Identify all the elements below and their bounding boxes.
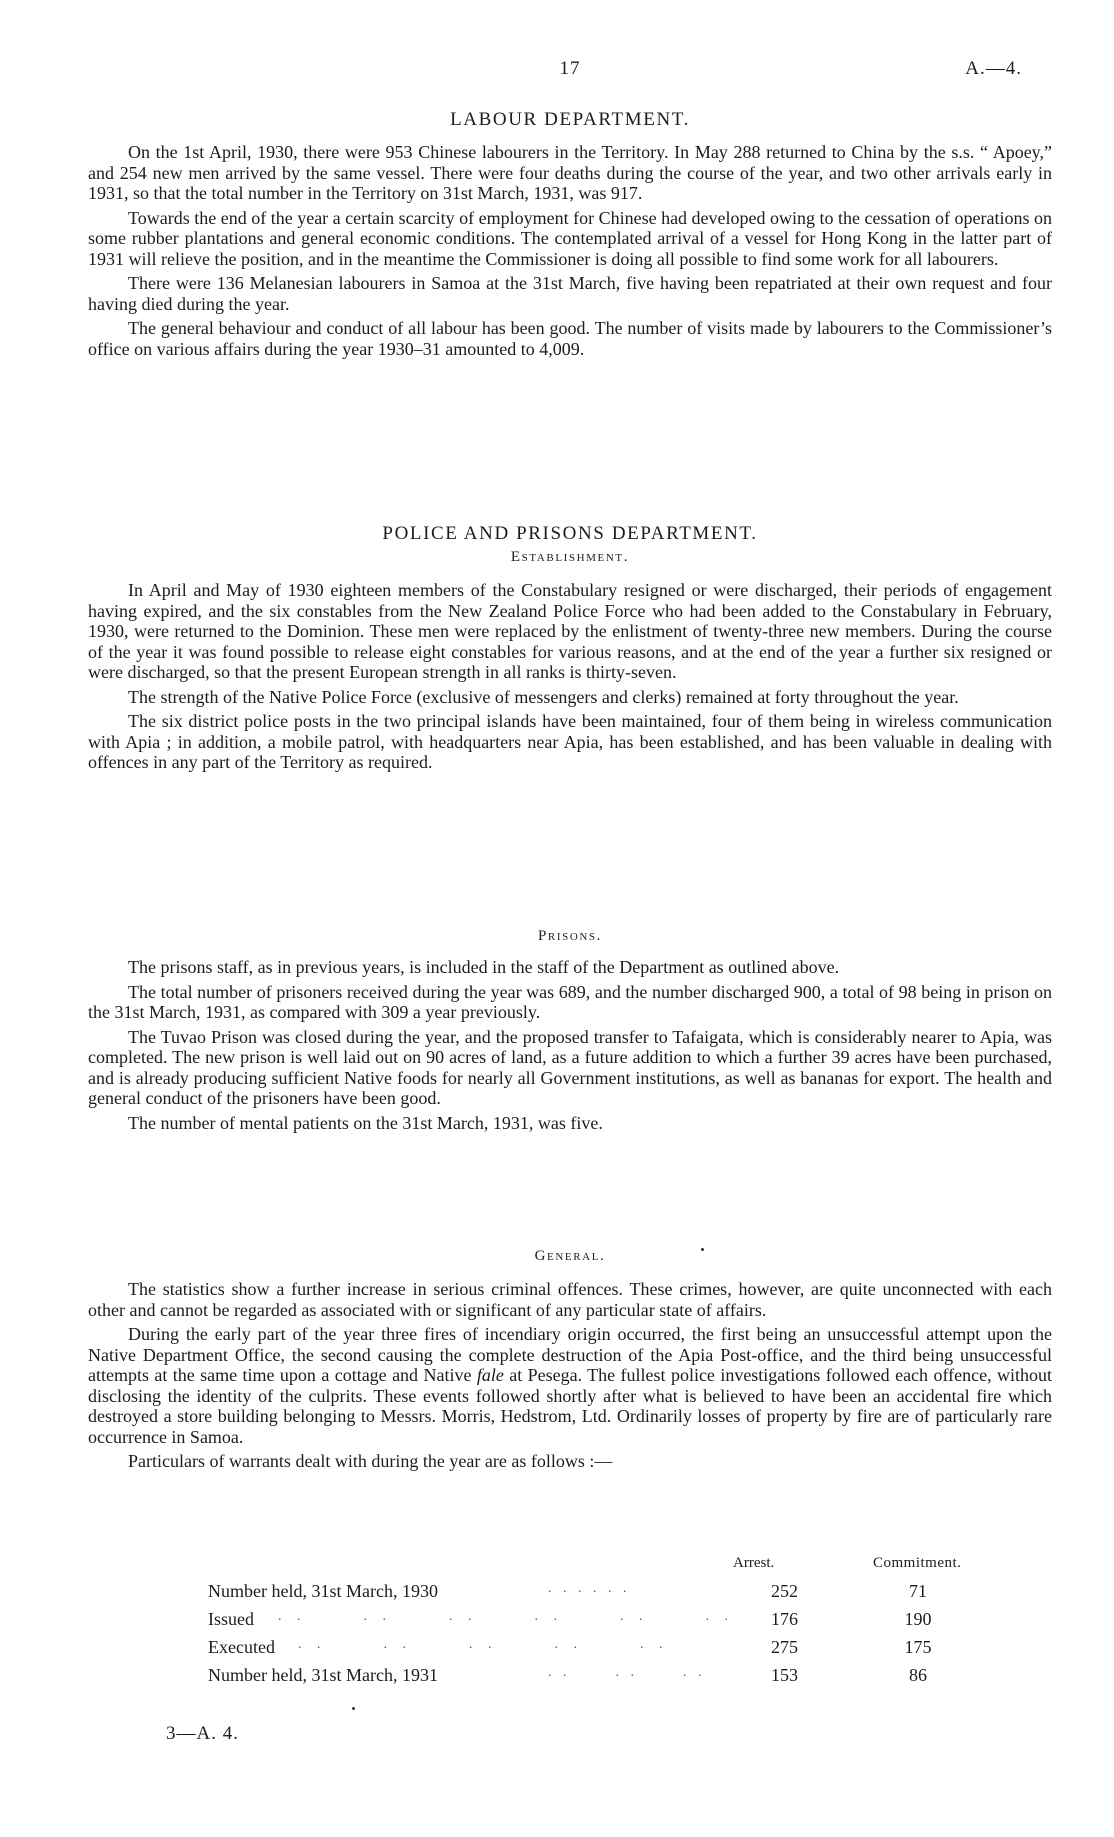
prisons-section — [88, 925, 1052, 1137]
labour-paragraph-2: Towards the end of the year a certain scarcity of employment for Chinese had developed owing to the cessation of operations on some rubber plantations and general economic conditions. The contemplated arrival of a vessel for Hong Kong in the latter part of 1931 will relieve the position, and in the meantime the Commissioner is doing all possible to find some work for all labourers. — [88, 207, 1052, 269]
signature-mark: 3—A. 4. — [166, 1723, 239, 1744]
print-speck — [352, 1707, 355, 1710]
table-row — [88, 1581, 1052, 1609]
dot-leaders: . . . . . . — [548, 1581, 631, 1596]
row-label: Number held, 31st March, 1931 — [208, 1665, 438, 1685]
commitment-value: 175 — [904, 1637, 932, 1657]
row-label: Issued — [208, 1609, 254, 1629]
prisons-paragraph-4: The number of mental patients on the 31st March, 1931, was five. — [128, 1112, 603, 1133]
page-header — [88, 58, 1052, 86]
establishment-heading: Establishment. — [510, 549, 630, 565]
arrest-value: 275 — [771, 1637, 798, 1657]
labour-paragraph-4: The general behaviour and conduct of all labour has been good. The number of visits made by labourers to the Commissioner’s office on various affairs during the year 1930–31 amounted to 4,009. — [88, 318, 1052, 359]
dot-leaders: . . . . . . — [548, 1665, 706, 1680]
commitment-value: 86 — [909, 1665, 927, 1685]
arrest-value: 176 — [771, 1609, 798, 1629]
labour-paragraph-1: On the 1st April, 1930, there were 953 Chinese labourers in the Territory. In May 288 returned to China by the s.s. “ Apoey,” and 254 new men arrived by the same vessel. There were four deaths during the course of the year, and two other arrivals early in 1931, so that the total number in the Territory on 31st March, 1931, was 917. — [88, 142, 1052, 203]
general-paragraph-3: Particulars of warrants dealt with during the year are as follows :— — [128, 1451, 613, 1471]
prisons-heading: Prisons. — [537, 928, 602, 944]
table-row — [88, 1665, 1052, 1693]
document-reference: A.—4. — [965, 58, 1022, 79]
fires-text-part-2: at Pesega. — [503, 1365, 583, 1385]
table-row — [88, 1609, 1052, 1637]
labour-title: LABOUR DEPARTMENT. — [450, 109, 690, 130]
table-row — [88, 1637, 1052, 1665]
dot-leaders: . . . . . . . . . . — [298, 1637, 669, 1652]
prisons-paragraph-2: The total number of prisoners received during the year was 689, and the number discharged 900, a total of 98 being in prison on the 31st March, 1931, as compared with 309 a year previously. — [88, 981, 1052, 1022]
labour-paragraph-3: There were 136 Melanesian labourers in Samoa at the 31st March, five having been repatriated at their own request and four having died during the year. — [88, 273, 1052, 314]
col-commitment-header: Commitment. — [873, 1555, 962, 1571]
arrest-value: 153 — [771, 1665, 798, 1685]
dot-leaders: . . . . . . . . . . . . — [278, 1609, 734, 1624]
warrants-table — [88, 1555, 1052, 1693]
arrest-value: 252 — [771, 1581, 798, 1601]
prisons-paragraph-3: The Tuvao Prison was closed during the year, and the proposed transfer to Tafaigata, which is considerably nearer to Apia, was completed. The new prison is well laid out on 90 acres of land, as a future addition to which a further 39 acres have been purchased, and is already producing sufficient Native foods for nearly all Government institutions, as well as bananas for export. The health and general conduct of the prisoners have been good. — [88, 1026, 1052, 1108]
commitment-value: 190 — [904, 1609, 932, 1629]
row-label: Number held, 31st March, 1930 — [208, 1581, 438, 1601]
prisons-paragraph-1: The prisons staff, as in previous years, is included in the staff of the Department as outlined above. — [128, 957, 840, 977]
row-label: Executed — [208, 1637, 275, 1657]
general-heading: General. — [534, 1248, 606, 1264]
police-section — [88, 522, 1052, 777]
page-number: 17 — [559, 58, 581, 79]
general-paragraph-1: The statistics show a further increase in serious criminal offences. These crimes, however, are quite unconnected with each other and cannot be regarded as associated with or significant of any particular state of affairs. — [88, 1279, 1052, 1320]
print-speck — [701, 1248, 704, 1251]
labour-section — [88, 108, 1052, 363]
col-arrest-header: Arrest. — [733, 1555, 775, 1571]
establishment-paragraph-3: The six district police posts in the two principal islands have been maintained, four of them being in wireless communication with Apia ; in addition, a mobile patrol, with headquarters near Apia, has been established, and has been valuable in dealing with offences in any part of the Territory as required. — [88, 711, 1052, 772]
warrants-table-header — [88, 1555, 1052, 1581]
general-paragraph-2-cont: The fullest police investigations followed each offence, without disclosing the identity of the culprits. These events followed shortly after what is believed to have been an accidental fire which destroyed a store building belonging to Messrs. Morris, Hedstrom, Ltd. Ordinarily losses of property by fire are of particularly rare occurrence in Samoa. — [88, 1365, 1052, 1447]
general-paragraph-fires — [88, 1324, 1052, 1447]
fires-text-part-1: During the early part of the year three fires of incendiary origin occurred, the first being an unsuccessful attempt upon the Native Department Office, the second causing the complete destruction of the Apia Post-office, and the third being unsuccessful attempts at the same time upon a cottage and Native — [88, 1324, 1052, 1385]
fale-term: fale — [476, 1365, 504, 1385]
document-page — [88, 0, 1052, 1837]
establishment-paragraph-2: The strength of the Native Police Force (exclusive of messengers and clerks) remained at forty throughout the year. — [128, 686, 959, 707]
establishment-paragraph-1: In April and May of 1930 eighteen members of the Constabulary resigned or were discharged, their periods of engagement having expired, and the six constables from the New Zealand Police Force who had been added to the Constabulary in February, 1930, were returned to the Dominion. These men were replaced by the enlistment of twenty-three new members. During the course of the year it was found possible to release eight constables for various reasons, and at the end of the year a further six resigned or were discharged, so that the present European strength in all ranks is thirty-seven. — [88, 580, 1052, 682]
general-section — [88, 1245, 1052, 1476]
police-title: POLICE AND PRISONS DEPARTMENT. — [382, 523, 758, 544]
commitment-value: 71 — [909, 1581, 927, 1601]
